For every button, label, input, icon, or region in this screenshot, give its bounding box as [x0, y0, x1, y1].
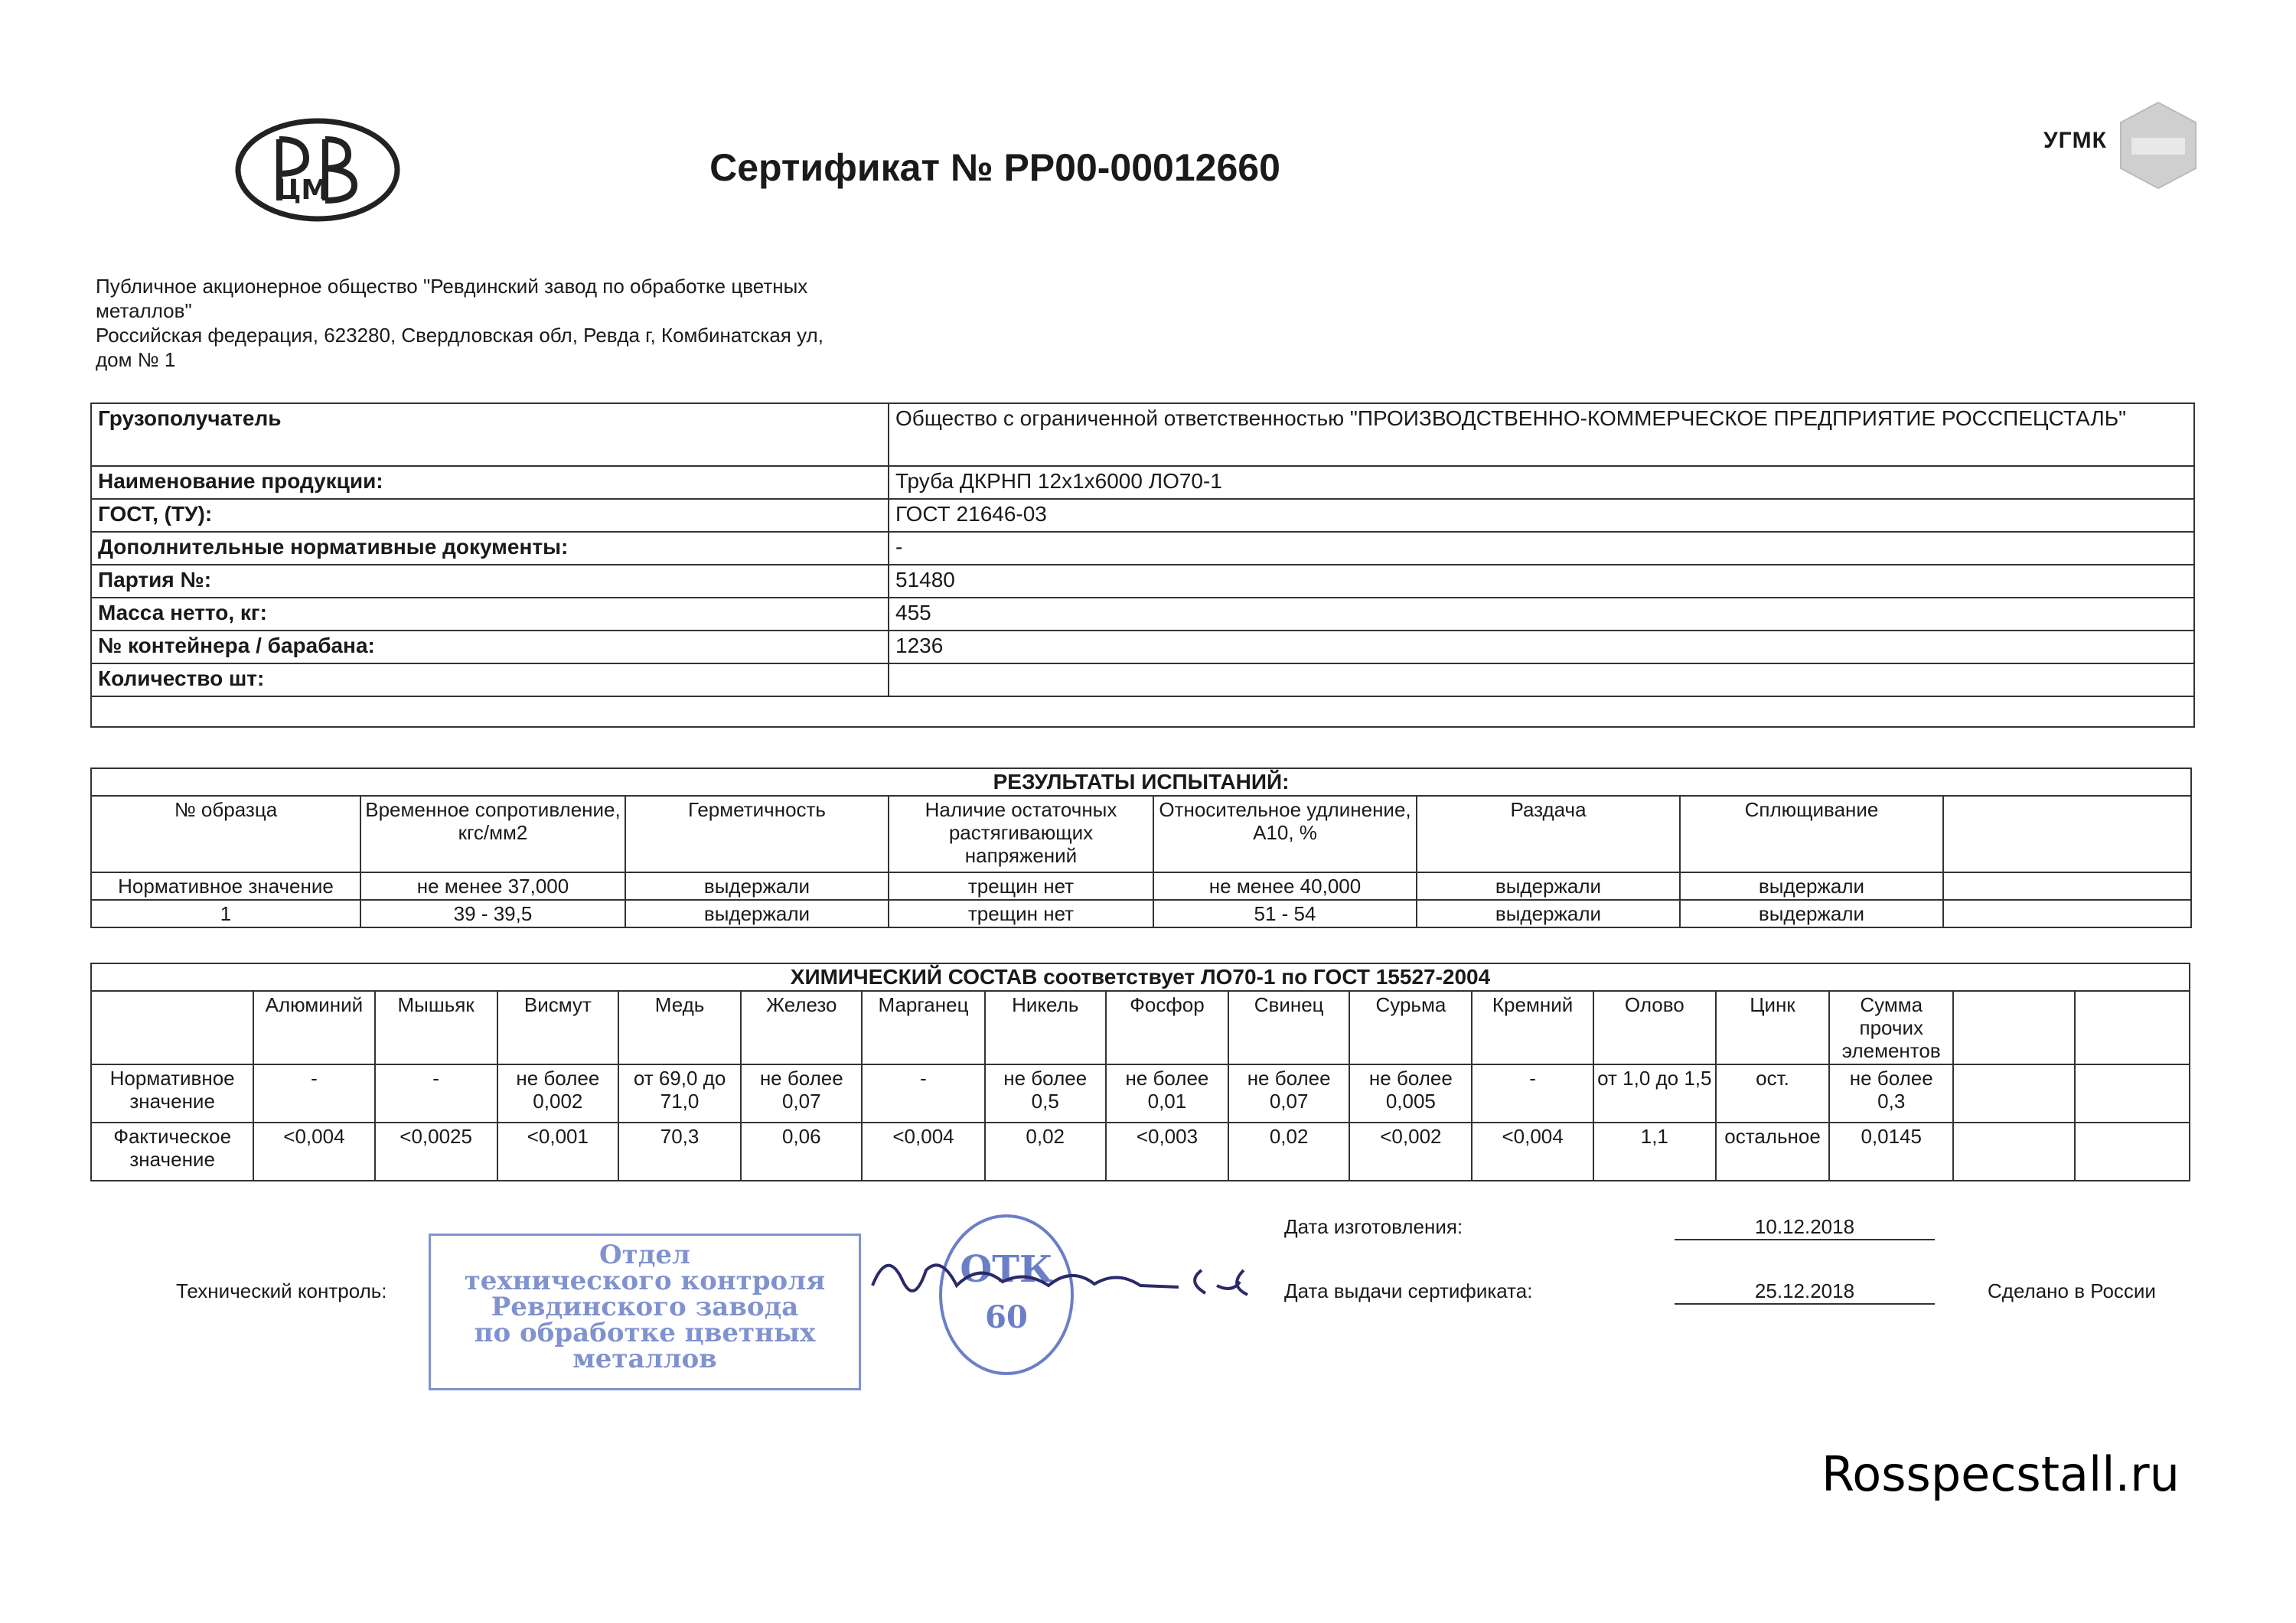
- table-cell: -: [375, 1064, 497, 1123]
- table-cell: выдержали: [625, 872, 889, 900]
- svg-text:ЦМ: ЦМ: [276, 174, 329, 206]
- column-header: Свинец: [1228, 991, 1349, 1064]
- table-cell: 0,02: [985, 1123, 1106, 1181]
- table-title-row: [91, 963, 2190, 991]
- column-header: Временное сопротивление, кгс/мм2: [360, 796, 625, 872]
- column-header: [2075, 991, 2190, 1064]
- table-cell: <0,004: [862, 1123, 984, 1181]
- table-cell: не более 0,07: [741, 1064, 862, 1123]
- table-cell: 70,3: [618, 1123, 741, 1181]
- table-cell: не менее 40,000: [1153, 872, 1417, 900]
- column-header: Кремний: [1472, 991, 1593, 1064]
- circle-stamp-number: 60: [985, 1299, 1028, 1335]
- table-header-row: [91, 991, 2190, 1064]
- table-cell: Нормативное значение: [91, 872, 360, 900]
- column-header: Железо: [741, 991, 862, 1064]
- table-cell: от 1,0 до 1,5: [1593, 1064, 1716, 1123]
- value-product: Труба ДКРНП 12х1х6000 ЛО70-1: [889, 466, 2194, 499]
- table-cell: выдержали: [1680, 872, 1943, 900]
- table-title-row: [91, 768, 2191, 796]
- table-cell: выдержали: [1417, 900, 1680, 927]
- column-header: Относительное удлинение, А10, %: [1153, 796, 1417, 872]
- organization-block: [96, 274, 907, 372]
- table-cell: -: [1472, 1064, 1593, 1123]
- column-header: Медь: [618, 991, 741, 1064]
- column-header: Никель: [985, 991, 1106, 1064]
- table-cell: 39 - 39,5: [360, 900, 625, 927]
- column-header: № образца: [91, 796, 360, 872]
- column-header: Алюминий: [253, 991, 374, 1064]
- table-cell: выдержали: [1417, 872, 1680, 900]
- table-cell: не более 0,005: [1349, 1064, 1472, 1123]
- table-header-row: [91, 796, 2191, 872]
- value-batch: 51480: [889, 565, 2194, 598]
- table-cell: 51 - 54: [1153, 900, 1417, 927]
- table-cell: Фактическое значение: [91, 1123, 253, 1181]
- label-product: Наименование продукции:: [91, 466, 889, 499]
- table-cell: выдержали: [625, 900, 889, 927]
- table-cell: 1,1: [1593, 1123, 1716, 1181]
- table-cell: -: [253, 1064, 374, 1123]
- info-table: [90, 402, 2195, 728]
- ugmk-logo-text: УГМК: [2043, 128, 2107, 153]
- table-cell: <0,003: [1106, 1123, 1228, 1181]
- handwritten-signature: [857, 1240, 1286, 1316]
- table-row: [91, 403, 2194, 466]
- test-results-title: РЕЗУЛЬТАТЫ ИСПЫТАНИЙ:: [91, 768, 2191, 796]
- manufacture-date-value: 10.12.2018: [1675, 1215, 1935, 1240]
- column-header: [1953, 991, 2074, 1064]
- label-container: № контейнера / барабана:: [91, 631, 889, 663]
- table-cell: [1943, 872, 2191, 900]
- table-row: [91, 631, 2194, 663]
- table-row: [91, 872, 2191, 900]
- column-header: [1943, 796, 2191, 872]
- label-quantity: Количество шт:: [91, 663, 889, 696]
- table-cell: -: [862, 1064, 984, 1123]
- made-in-russia: Сделано в России: [1988, 1279, 2156, 1302]
- value-net-mass: 455: [889, 598, 2194, 631]
- table-cell: [1943, 900, 2191, 927]
- table-row: [91, 466, 2194, 499]
- table-cell: не более 0,01: [1106, 1064, 1228, 1123]
- value-container: 1236: [889, 631, 2194, 663]
- table-cell: 0,0145: [1829, 1123, 1953, 1181]
- website-watermark: Rosspecstall.ru: [1821, 1446, 2180, 1502]
- table-cell: не более 0,5: [985, 1064, 1106, 1123]
- value-gost: ГОСТ 21646-03: [889, 499, 2194, 532]
- table-row: [91, 532, 2194, 565]
- chemical-composition-table: [90, 963, 2190, 1181]
- empty-row: [91, 696, 2194, 727]
- value-extra-docs: -: [889, 532, 2194, 565]
- tech-control-label: Технический контроль:: [176, 1279, 387, 1302]
- table-cell: <0,004: [1472, 1123, 1593, 1181]
- otk-department-stamp: Отдел технического контроля Ревдинского завода по обработке цветных металлов: [429, 1234, 861, 1390]
- label-batch: Партия №:: [91, 565, 889, 598]
- table-cell: [1953, 1123, 2074, 1181]
- column-header: Висмут: [497, 991, 618, 1064]
- label-gost: ГОСТ, (ТУ):: [91, 499, 889, 532]
- table-cell: 0,02: [1228, 1123, 1349, 1181]
- table-cell: ост.: [1716, 1064, 1829, 1123]
- table-row: [91, 565, 2194, 598]
- table-cell: трещин нет: [889, 872, 1153, 900]
- label-extra-docs: Дополнительные нормативные документы:: [91, 532, 889, 565]
- table-cell: трещин нет: [889, 900, 1153, 927]
- table-row: [91, 499, 2194, 532]
- table-cell: [1953, 1064, 2074, 1123]
- column-header: Сумма прочих элементов: [1829, 991, 1953, 1064]
- column-header: Сурьма: [1349, 991, 1472, 1064]
- table-cell: от 69,0 до 71,0: [618, 1064, 741, 1123]
- table-row: [91, 598, 2194, 631]
- table-cell: не более 0,002: [497, 1064, 618, 1123]
- column-header: Фосфор: [1106, 991, 1228, 1064]
- column-header: Сплющивание: [1680, 796, 1943, 872]
- ugmk-logo: [2036, 96, 2204, 195]
- column-header: Наличие остаточных растягивающих напряжений: [889, 796, 1153, 872]
- table-cell: [2075, 1064, 2190, 1123]
- label-net-mass: Масса нетто, кг:: [91, 598, 889, 631]
- column-header: Раздача: [1417, 796, 1680, 872]
- table-cell: <0,0025: [375, 1123, 497, 1181]
- circle-stamp-text: ОТК: [960, 1248, 1053, 1291]
- table-cell: выдержали: [1680, 900, 1943, 927]
- organization-address: Российская федерация, 623280, Свердловская обл, Ревда г, Комбинатская ул, дом № 1: [96, 324, 823, 371]
- table-cell: <0,004: [253, 1123, 374, 1181]
- table-cell: Нормативное значение: [91, 1064, 253, 1123]
- column-header: Олово: [1593, 991, 1716, 1064]
- test-results-table: [90, 768, 2192, 928]
- value-consignee: Общество с ограниченной ответственностью "ПРОИЗВОДСТВЕННО-КОММЕРЧЕСКОЕ ПРЕДПРИЯТИЕ РОССПЕЦСТАЛЬ": [889, 403, 2194, 466]
- table-cell: 0,06: [741, 1123, 862, 1181]
- issue-date-value: 25.12.2018: [1675, 1279, 1935, 1305]
- certificate-title: Сертификат № РР00-00012660: [709, 146, 1280, 189]
- table-row: [91, 900, 2191, 927]
- column-header: Мышьяк: [375, 991, 497, 1064]
- issue-date-label: Дата выдачи сертификата:: [1284, 1279, 1533, 1302]
- organization-name: Публичное акционерное общество "Ревдинский завод по обработке цветных металлов": [96, 275, 808, 322]
- manufacture-date-label: Дата изготовления:: [1284, 1215, 1463, 1238]
- table-cell: [2075, 1123, 2190, 1181]
- column-header: Цинк: [1716, 991, 1829, 1064]
- table-row: [91, 1123, 2190, 1181]
- table-row: [91, 663, 2194, 696]
- value-quantity: [889, 663, 2194, 696]
- table-cell: не более 0,07: [1228, 1064, 1349, 1123]
- table-cell: не более 0,3: [1829, 1064, 1953, 1123]
- table-cell: остальное: [1716, 1123, 1829, 1181]
- table-cell: 1: [91, 900, 360, 927]
- table-row: [91, 696, 2194, 727]
- chemical-composition-title: ХИМИЧЕСКИЙ СОСТАВ соответствует ЛО70-1 по ГОСТ 15527-2004: [91, 963, 2190, 991]
- table-row: [91, 1064, 2190, 1123]
- column-header: Марганец: [862, 991, 984, 1064]
- table-cell: <0,001: [497, 1123, 618, 1181]
- table-cell: не менее 37,000: [360, 872, 625, 900]
- label-consignee: Грузополучатель: [91, 403, 889, 466]
- table-cell: <0,002: [1349, 1123, 1472, 1181]
- column-header: Герметичность: [625, 796, 889, 872]
- column-header: [91, 991, 253, 1064]
